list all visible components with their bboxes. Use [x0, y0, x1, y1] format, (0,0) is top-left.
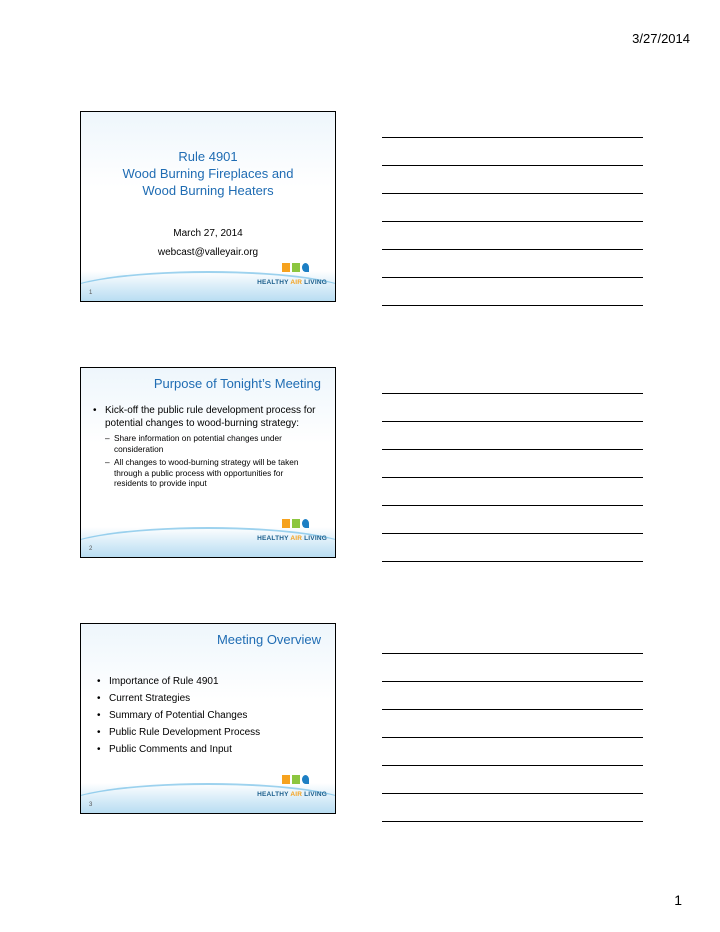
- note-line: [382, 793, 643, 794]
- note-line: [382, 737, 643, 738]
- bullet-item: • Summary of Potential Changes: [97, 707, 325, 724]
- slide-1-title-line: Wood Burning Fireplaces and: [122, 166, 294, 181]
- slide-2: [80, 367, 336, 558]
- note-line: [382, 277, 643, 278]
- note-line: [382, 765, 643, 766]
- sub-bullet-item: – All changes to wood-burning strategy will be taken through a public process with opportunities for residents to provide input: [105, 457, 319, 489]
- slide-1: [80, 111, 336, 302]
- note-line: [382, 681, 643, 682]
- note-line: [382, 505, 643, 506]
- bullet-item: • Kick-off the public rule development process for potential changes to wood-burning strategy:: [93, 404, 319, 430]
- note-line: [382, 477, 643, 478]
- note-line: [382, 305, 643, 306]
- note-line: [382, 421, 643, 422]
- note-line: [382, 193, 643, 194]
- note-line: [382, 249, 643, 250]
- slide-3: [80, 623, 336, 814]
- healthy-air-living-logo: HEALTHY AIR LIVING: [261, 775, 327, 801]
- slide-2-title: Purpose of Tonight’s Meeting: [153, 376, 321, 391]
- slide-number: 2: [89, 546, 93, 552]
- note-line: [382, 561, 643, 562]
- bullet-item: • Importance of Rule 4901: [97, 673, 325, 690]
- bullet-item: • Public Rule Development Process: [97, 724, 325, 741]
- slide-number: 1: [89, 290, 93, 296]
- note-line: [382, 449, 643, 450]
- notes-lines-3: [382, 653, 643, 849]
- slide-1-title-line: Rule 4901: [178, 149, 238, 164]
- note-line: [382, 393, 643, 394]
- slide-number: 3: [89, 802, 93, 808]
- slide-1-title-line: Wood Burning Heaters: [142, 183, 274, 198]
- slide-1-email: webcast@valleyair.org: [157, 247, 259, 258]
- note-line: [382, 137, 643, 138]
- header-date: 3/27/2014: [632, 31, 690, 46]
- note-line: [382, 533, 643, 534]
- note-line: [382, 221, 643, 222]
- note-line: [382, 709, 643, 710]
- slide-3-content: [97, 673, 325, 758]
- slide-1-details: [81, 224, 335, 262]
- slide-3-title: Meeting Overview: [216, 632, 321, 647]
- note-line: [382, 821, 643, 822]
- healthy-air-living-logo: HEALTHY AIR LIVING: [261, 519, 327, 545]
- page-number: 1: [674, 892, 682, 908]
- sub-bullet-item: – Share information on potential changes under consideration: [105, 433, 319, 454]
- sub-bullet-list: [105, 433, 319, 489]
- notes-lines-2: [382, 393, 643, 589]
- notes-lines-1: [382, 137, 643, 333]
- bullet-item: • Public Comments and Input: [97, 741, 325, 758]
- note-line: [382, 165, 643, 166]
- healthy-air-living-logo: HEALTHY AIR LIVING: [261, 263, 327, 289]
- slide-1-title: [81, 148, 335, 199]
- note-line: [382, 653, 643, 654]
- slide-2-content: [93, 404, 319, 492]
- bullet-item: • Current Strategies: [97, 690, 325, 707]
- slide-1-date: March 27, 2014: [173, 228, 243, 239]
